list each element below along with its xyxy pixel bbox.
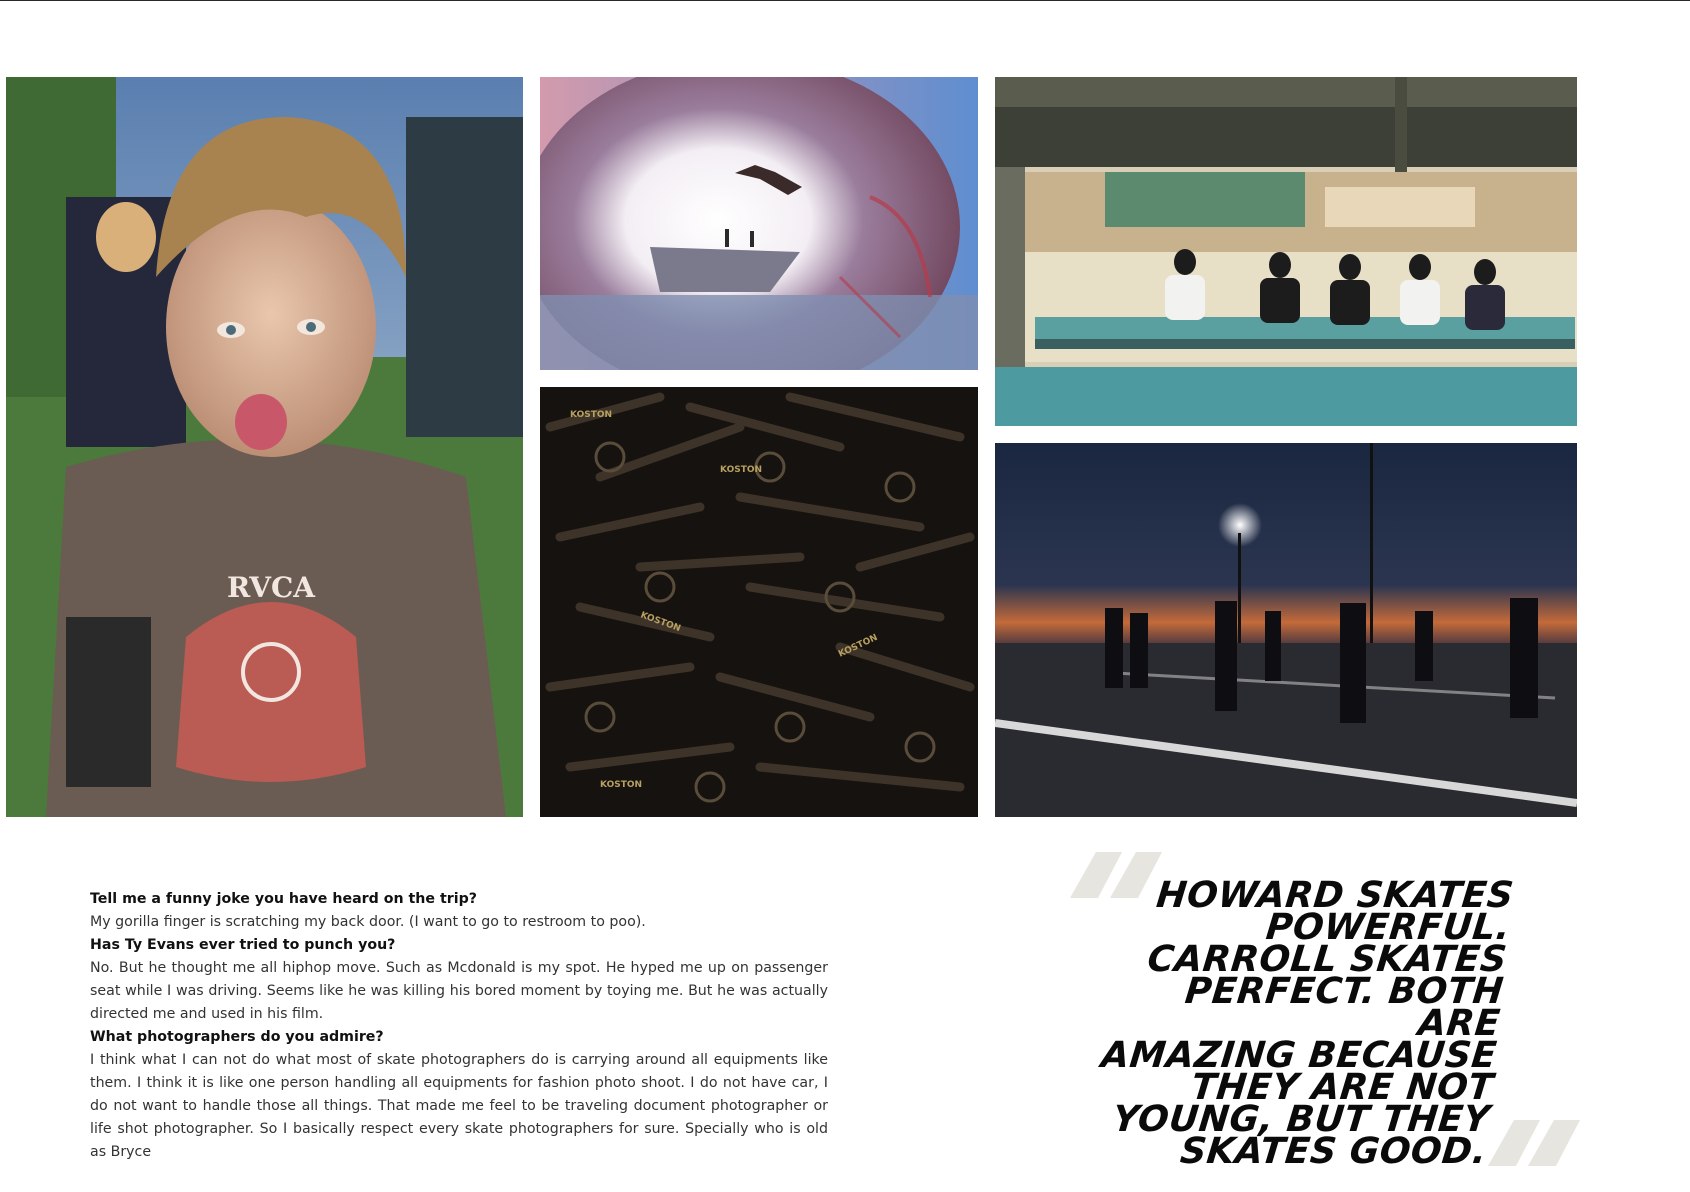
close-quote-icon [1488,1120,1583,1166]
pull-quote-line: CARROLL SKATES [1145,939,1509,980]
question-2: Has Ty Evans ever tried to punch you? [90,937,396,953]
pull-quote [1075,875,1516,1172]
pull-quote-line: PERFECT. BOTH ARE [1183,971,1506,1044]
svg-text:RVCA: RVCA [226,571,316,604]
svg-text:KOSTON: KOSTON [600,780,643,790]
top-rule [0,0,1690,1]
svg-text:KOSTON: KOSTON [570,410,613,420]
pull-quote-line: AMAZING BECAUSE [1099,1035,1499,1076]
boy-portrait-photo [6,77,523,817]
trucks-pile-photo [540,387,978,817]
fullpipe-photo [540,77,978,370]
pull-quote-line: SKATES GOOD. [1178,1131,1489,1172]
skaters-bench-photo [995,77,1577,426]
question-1: Tell me a funny joke you have heard on the trip? [90,891,477,907]
pull-quote-line: THEY ARE NOT [1189,1067,1496,1108]
question-3: What photographers do you admire? [90,1029,384,1045]
pull-quote-line: HOWARD SKATES [1154,875,1516,916]
interview-text [90,888,828,1164]
svg-text:KOSTON: KOSTON [837,632,880,660]
police-night-photo [995,443,1577,817]
pull-quote-line: YOUNG, BUT THEY [1110,1099,1493,1140]
answer-2: No. But he thought me all hiphop move. Such as Mcdonald is my spot. He hyped me up on passenger seat while I was driving. Seems like he was killing his bored moment by toying me. But he was actually directed me and used in his film. [90,960,828,1022]
answer-1: My gorilla finger is scratching my back door. (I want to go to restroom to poo). [90,914,646,930]
answer-3: I think what I can not do what most of skate photographers do is carrying around all equipments like them. I think it is like one person handling all equipments for fashion photo shoot. I do not have car, I do not want to handle those all things. That made me feel to be traveling document photographer or life shot photographer. So I basically respect every skate photographers for sure. Specially who is old as Bryce [90,1052,828,1160]
svg-text:KOSTON: KOSTON [720,465,763,475]
pull-quote-line: POWERFUL. [1264,907,1513,948]
svg-text:KOSTON: KOSTON [638,610,682,635]
